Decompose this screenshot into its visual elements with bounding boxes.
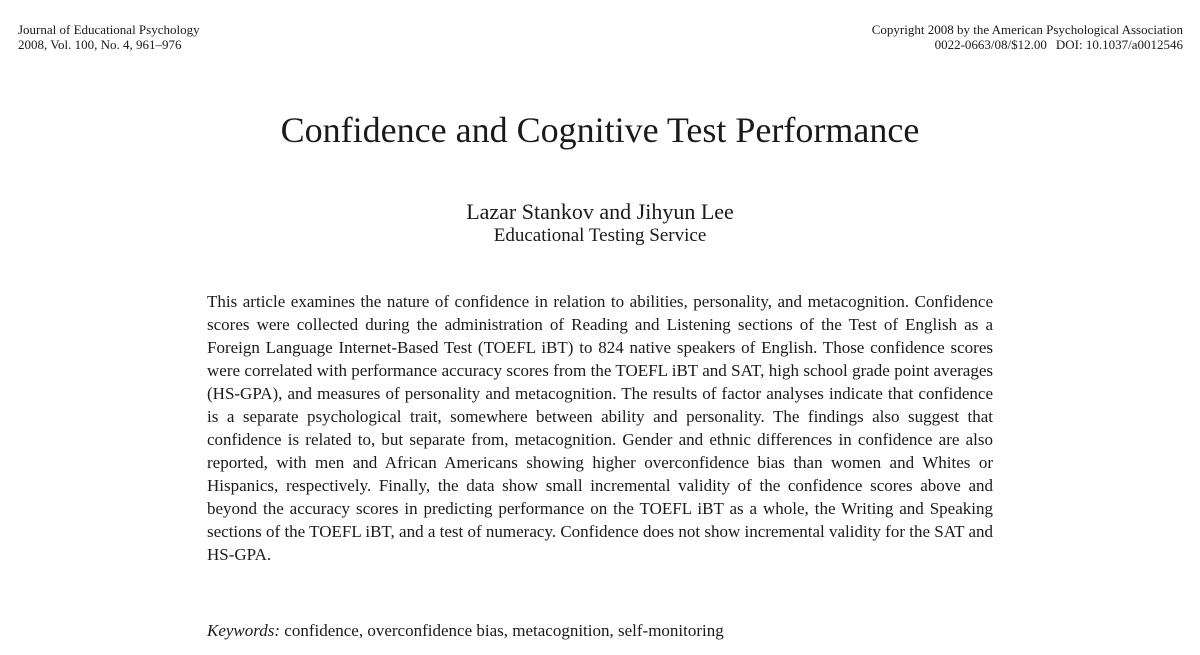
journal-issue: 2008, Vol. 100, No. 4, 961–976 <box>18 37 182 52</box>
journal-header <box>18 22 200 52</box>
author-affiliation: Educational Testing Service <box>493 225 707 246</box>
abstract-text: This article examines the nature of confidence in relation to abilities, personality, and metacognition. Confidence scores were collected during the administration of Reading and Listening sections of the Test of English as a Foreign Language Internet-Based Test (TOEFL iBT) to 824 native speakers of English. Those confidence scores were correlated with performance accuracy scores from the TOEFL iBT and SAT, high school grade point averages (HS-GPA), and measures of personality and metacognition. The results of factor analyses indicate that confidence is a separate psychological trait, somewhere between ability and personality. The findings also suggest that confidence is related to, but separate from, metacognition. Gender and ethnic differences in confidence are also reported, with men and African Americans showing higher overconfidence bias than women and Whites or Hispanics, respectively. Finally, the data show small incremental validity of the confidence scores above and beyond the accuracy scores in predicting performance on the TOEFL iBT as a whole, the Writing and Speaking sections of the TOEFL iBT, and a test of numeracy. Confidence does not show incremental validity for the SAT and HS-GPA. <box>207 292 993 564</box>
keywords-label: Keywords: <box>207 621 281 640</box>
keywords-list: confidence, overconfidence bias, metacognition, self-monitoring <box>284 621 724 640</box>
copyright-notice: Copyright 2008 by the American Psychological Association <box>871 22 1183 37</box>
keywords-line <box>207 619 724 642</box>
doi: DOI: 10.1037/a0012546 <box>1055 37 1183 52</box>
article-authors: Lazar Stankov and Jihyun Lee <box>466 199 734 224</box>
identifier-line <box>872 37 1183 52</box>
journal-name: Journal of Educational Psychology <box>18 22 200 37</box>
article-title: Confidence and Cognitive Test Performance <box>280 110 920 150</box>
issn-price: 0022-0663/08/$12.00 <box>934 37 1047 52</box>
copyright-header <box>872 22 1183 52</box>
